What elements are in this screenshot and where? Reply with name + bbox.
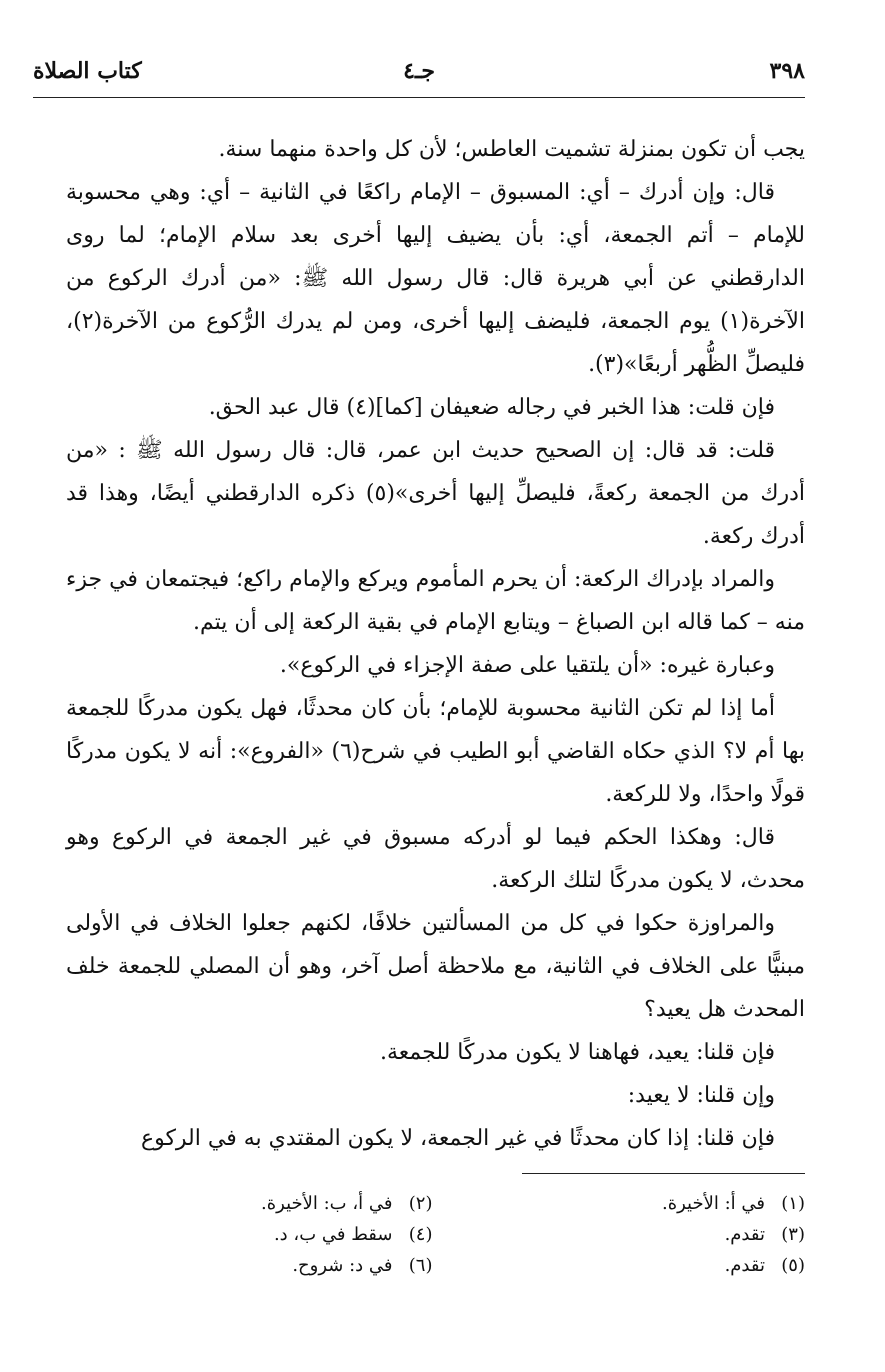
paragraph: وإن قلنا: لا يعيد: — [627, 1083, 775, 1108]
footnote — [60, 1250, 433, 1281]
footnotes — [60, 1188, 805, 1281]
footnote-text: سقط في ب، د. — [273, 1224, 393, 1245]
footnote — [433, 1219, 806, 1250]
footnote-text: في أ: الأخيرة. — [661, 1193, 765, 1214]
paragraph: قال: وهكذا الحكم فيما لو أدركه مسبوق في غير الجمعة في الركوع وهو محدث، لا يكون مدركًا لتلك الركعة. — [66, 825, 805, 893]
book-title: كتاب الصلاة — [33, 58, 142, 84]
paragraph: قلت: قد قال: إن الصحيح حديث ابن عمر، قال: قال رسول الله ﷺ : «من أدرك من الجمعة ركعةً، فليصلِّ إليها أخرى»(٥) ذكره الدارقطني أيضًا، وهذا قد أدرك ركعة. — [66, 438, 805, 549]
footnote-number: (١) — [781, 1193, 805, 1214]
paragraph: يجب أن تكون بمنزلة تشميت العاطس؛ لأن كل واحدة منهما سنة. — [218, 137, 805, 162]
footnote-text: في د: شروح. — [292, 1255, 393, 1276]
header-rule — [33, 97, 805, 98]
footnote-rule — [522, 1173, 805, 1174]
footnote-row — [60, 1250, 805, 1281]
page-number: ٣٩٨ — [769, 58, 805, 84]
paragraph: وعبارة غيره: «أن يلتقيا على صفة الإجزاء في الركوع». — [279, 653, 775, 678]
paragraph: قال: وإن أدرك – أي: المسبوق – الإمام راكعًا في الثانية – أي: وهي محسوبة للإمام – أتم الجمعة، أي: بأن يضيف إليها أخرى بعد سلام الإمام؛ لما روى الدارقطني عن أبي هريرة قال: قال رسول الله ﷺ: «من أدرك الركوع من الآخرة(١) يوم الجمعة، فليضف إليها أخرى، ومن لم يدرك الرُّكوع من الآخرة(٢)، فليصلِّ الظُّهر أربعًا»(٣). — [66, 180, 805, 377]
paragraph: فإن قلنا: إذا كان محدثًا في غير الجمعة، لا يكون المقتدي به في الركوع — [140, 1126, 775, 1151]
main-text — [66, 128, 805, 1160]
paragraph: أما إذا لم تكن الثانية محسوبة للإمام؛ بأن كان محدثًا، فهل يكون مدركًا للجمعة بها أم لا؟ الذي حكاه القاضي أبو الطيب في شرح(٦) «الفروع»: أنه لا يكون مدركًا قولًا واحدًا، ولا للركعة. — [66, 696, 805, 807]
footnote-text: تقدم. — [724, 1224, 765, 1245]
footnote-row — [60, 1188, 805, 1219]
footnote-number: (٢) — [408, 1193, 433, 1214]
footnote-number: (٣) — [781, 1224, 805, 1245]
paragraph: فإن قلنا: يعيد، فهاهنا لا يكون مدركًا للجمعة. — [380, 1040, 775, 1065]
footnote-number: (٤) — [408, 1224, 433, 1245]
paragraph: والمراد بإدراك الركعة: أن يحرم المأموم ويركع والإمام راكع؛ فيجتمعان في جزء منه – كما قاله ابن الصباغ – ويتابع الإمام في بقية الركعة إلى أن يتم. — [66, 567, 805, 635]
footnote-number: (٥) — [781, 1255, 805, 1276]
footnote-text: تقدم. — [724, 1255, 765, 1276]
paragraph: والمراوزة حكوا في كل من المسألتين خلافًا، لكنهم جعلوا الخلاف في الأولى مبنيًّا على الخلاف في الثانية، مع ملاحظة أصل آخر، وهو أن المصلي للجمعة خلف المحدث هل يعيد؟ — [66, 911, 805, 1022]
footnote — [433, 1250, 806, 1281]
footnote — [433, 1188, 806, 1219]
footnote-text: في أ، ب: الأخيرة. — [260, 1193, 393, 1214]
paragraph: فإن قلت: هذا الخبر في رجاله ضعيفان [كما](٤) قال عبد الحق. — [208, 395, 775, 420]
footnote-number: (٦) — [408, 1255, 433, 1276]
footnote — [60, 1219, 433, 1250]
page-header — [33, 58, 805, 94]
volume-label: جـ٤ — [403, 58, 435, 84]
footnote-row — [60, 1219, 805, 1250]
footnote — [60, 1188, 433, 1219]
